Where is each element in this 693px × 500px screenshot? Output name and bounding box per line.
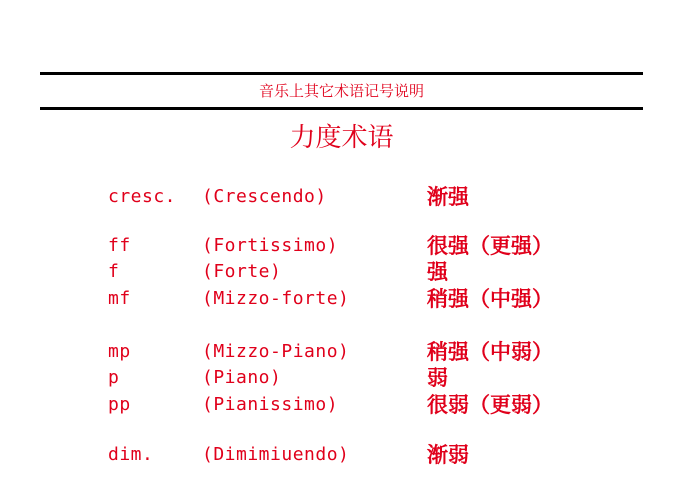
- term-meaning: 渐弱: [427, 443, 469, 467]
- term-full-name: (Fortissimo): [202, 235, 339, 256]
- term-full-name: (Forte): [202, 261, 282, 282]
- term-row-ff: [0, 232, 693, 260]
- term-abbreviation: p: [108, 367, 120, 388]
- term-full-name: (Piano): [202, 367, 282, 388]
- term-meaning: 强: [427, 260, 448, 284]
- term-meaning: 很弱（更弱）: [427, 393, 553, 417]
- term-meaning: 很强（更强）: [427, 234, 553, 258]
- term-abbreviation: f: [108, 261, 120, 282]
- term-row-mf: [0, 285, 693, 313]
- term-row-cresc: [0, 183, 693, 211]
- term-full-name: (Dimimiuendo): [202, 444, 350, 465]
- term-abbreviation: mp: [108, 341, 131, 362]
- term-abbreviation: mf: [108, 288, 131, 309]
- term-row-mp: [0, 338, 693, 366]
- term-meaning: 稍强（中弱）: [427, 340, 553, 364]
- term-full-name: (Mizzo-forte): [202, 288, 350, 309]
- term-abbreviation: dim.: [108, 444, 154, 465]
- section-title: 力度术语: [289, 123, 394, 153]
- term-row-dim: [0, 441, 693, 469]
- term-row-p: [0, 364, 693, 392]
- term-abbreviation: ff: [108, 235, 131, 256]
- term-meaning: 稍强（中强）: [427, 287, 553, 311]
- term-meaning: 渐强: [427, 185, 469, 209]
- term-abbreviation: cresc.: [108, 186, 177, 207]
- term-full-name: (Crescendo): [202, 186, 327, 207]
- term-row-pp: [0, 391, 693, 419]
- term-full-name: (Pianissimo): [202, 394, 339, 415]
- term-meaning: 弱: [427, 366, 448, 390]
- header-title: 音乐上其它术语记号说明: [258, 82, 424, 100]
- term-abbreviation: pp: [108, 394, 131, 415]
- term-row-f: [0, 258, 693, 286]
- term-full-name: (Mizzo-Piano): [202, 341, 350, 362]
